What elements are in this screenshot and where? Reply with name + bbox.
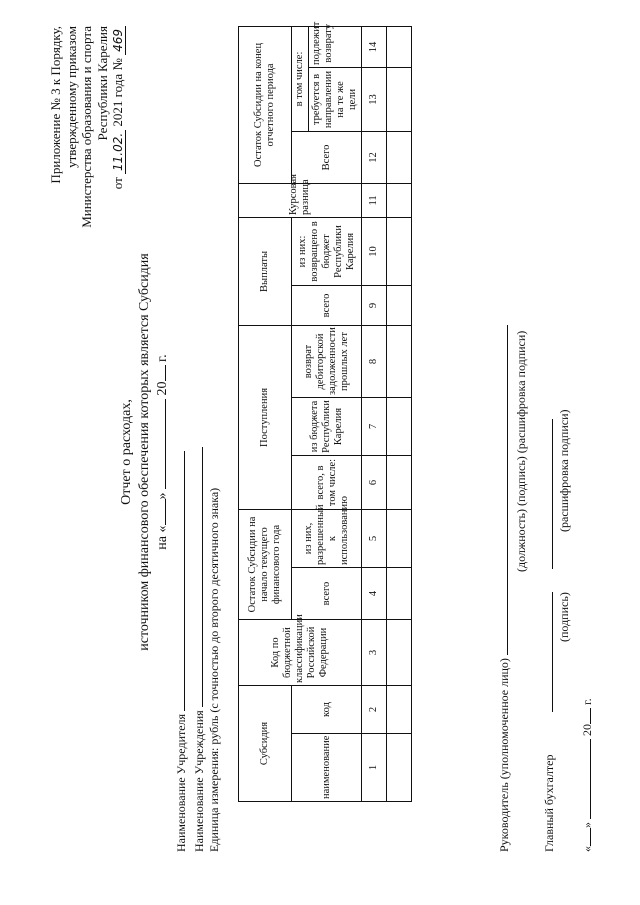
empty-cell <box>387 131 412 183</box>
col-number: 1 <box>362 734 387 802</box>
col-number: 4 <box>362 568 387 620</box>
header-fx-difference: Курсовая разница <box>239 183 362 217</box>
accountant-caption-sign: (подпись) <box>557 592 571 642</box>
empty-cell <box>387 183 412 217</box>
header-start-allowed: из них, разрешенный к использованию <box>292 510 362 568</box>
unit-line: Единица измерения: рубль (с точностью до второго десятичного знака) <box>207 487 222 852</box>
header-end-total: Всего <box>292 131 362 183</box>
col-number: 11 <box>362 183 387 217</box>
col-number: 2 <box>362 686 387 734</box>
empty-cell <box>387 568 412 620</box>
signature-date-line <box>578 698 595 852</box>
report-title <box>118 12 172 892</box>
title-date-year: 20 <box>155 381 170 396</box>
head-blank <box>495 325 508 655</box>
empty-cell <box>387 217 412 285</box>
table-empty-row <box>387 26 412 801</box>
header-end-return: подлежит возврату <box>311 21 335 65</box>
col-number: 10 <box>362 217 387 285</box>
table-number-row <box>362 26 387 801</box>
title-date-open: на « <box>155 525 170 550</box>
title-line-2: источником финансового обеспечения которых является Субсидия <box>136 253 152 651</box>
sign-date-year: 20 <box>580 724 594 736</box>
sign-date-g: г. <box>580 698 594 705</box>
header-receipts-total: всего, в том числе: <box>292 456 362 510</box>
header-subsidy: Субсидия <box>239 686 292 802</box>
header-start-balance: Остаток Субсидии на начало текущего финансового года <box>239 510 292 620</box>
founder-line <box>172 447 190 852</box>
header-receipts-return: возврат дебиторской задолженности прошлых лет <box>292 325 362 397</box>
title-line-1: Отчет о расходах, <box>119 399 134 505</box>
header-receipts-budget: из бюджета Республики Карелия <box>292 398 362 456</box>
title-date-close: » <box>155 492 170 500</box>
col-number: 5 <box>362 510 387 568</box>
blank-year <box>153 365 166 381</box>
col-number: 7 <box>362 398 387 456</box>
col-number: 14 <box>362 26 387 67</box>
empty-cell <box>387 67 412 131</box>
appendix-year-number: 2021 года № <box>110 58 126 127</box>
founder-blank <box>172 451 185 711</box>
accountant-caption-name: (расшифровка подписи) <box>557 409 571 532</box>
appendix-line: Министерства образования и спорта <box>79 26 95 228</box>
sign-year-blank <box>578 708 591 724</box>
table-header-row-1 <box>239 26 292 801</box>
header-receipts: Поступления <box>239 325 292 509</box>
header-name: наименование <box>292 734 362 802</box>
sign-date-open: « <box>580 846 594 852</box>
founder-label: Наименование Учредителя <box>174 713 188 852</box>
accountant-signature-line <box>540 419 557 852</box>
header-kbk: Код по бюджетной классификации Российской Федерации <box>239 620 362 686</box>
accountant-label: Главный бухгалтер <box>542 754 556 852</box>
table-header-row-2 <box>292 26 362 801</box>
header-end-incl: в том числе: <box>292 27 309 131</box>
accountant-sign-blank <box>540 592 553 712</box>
empty-cell <box>387 325 412 397</box>
appendix-line: утвержденному приказом <box>63 26 79 168</box>
empty-cell <box>387 510 412 568</box>
header-start-total: всего <box>292 568 362 620</box>
head-label: Руководитель (уполномоченное лицо) <box>497 658 511 852</box>
empty-cell <box>387 398 412 456</box>
institution-blank <box>190 447 203 707</box>
institution-line <box>190 447 208 852</box>
col-number: 12 <box>362 131 387 183</box>
appendix-from: от <box>110 177 126 190</box>
head-caption: (должность) (подпись) (расшифровка подписи) <box>514 330 528 572</box>
header-end-breakdown <box>292 21 362 131</box>
title-date-g: г. <box>155 354 170 362</box>
blank-day <box>153 499 166 525</box>
appendix-line: Республики Карелия <box>94 26 110 141</box>
sign-month-blank <box>578 739 591 819</box>
title-date-line <box>153 12 172 892</box>
institution-label: Наименование Учреждения <box>191 710 206 852</box>
header-end-needed: требуется в направлении на те же цели <box>309 67 361 131</box>
header-payments-returned: из них: возвращено в бюджет Республики Карелия <box>292 217 362 285</box>
empty-cell <box>387 285 412 325</box>
handwritten-date: 11.02. <box>111 130 126 174</box>
blank-month <box>153 399 166 489</box>
rotated-document-page <box>40 12 600 892</box>
handwritten-number: 469 <box>111 26 126 55</box>
report-table <box>238 21 412 802</box>
col-number: 3 <box>362 620 387 686</box>
sign-day-blank <box>578 828 591 846</box>
appendix-header <box>48 26 126 228</box>
col-number: 13 <box>362 67 387 131</box>
empty-cell <box>387 620 412 686</box>
header-code: код <box>292 686 362 734</box>
header-end-subcols <box>309 21 361 131</box>
appendix-line: Приложение № 3 к Порядку, <box>48 26 63 184</box>
col-number: 8 <box>362 325 387 397</box>
head-signature-line <box>495 325 512 852</box>
empty-cell <box>387 26 412 67</box>
sign-date-close: » <box>580 822 594 828</box>
empty-cell <box>387 734 412 802</box>
col-number: 6 <box>362 456 387 510</box>
header-payments-total: всего <box>292 285 362 325</box>
accountant-name-blank <box>540 419 553 569</box>
report-meta <box>172 447 223 852</box>
col-number: 9 <box>362 285 387 325</box>
header-end-balance: Остаток Субсидии на конец отчетного периода <box>239 26 292 183</box>
header-payments: Выплаты <box>239 217 292 325</box>
empty-cell <box>387 456 412 510</box>
empty-cell <box>387 686 412 734</box>
